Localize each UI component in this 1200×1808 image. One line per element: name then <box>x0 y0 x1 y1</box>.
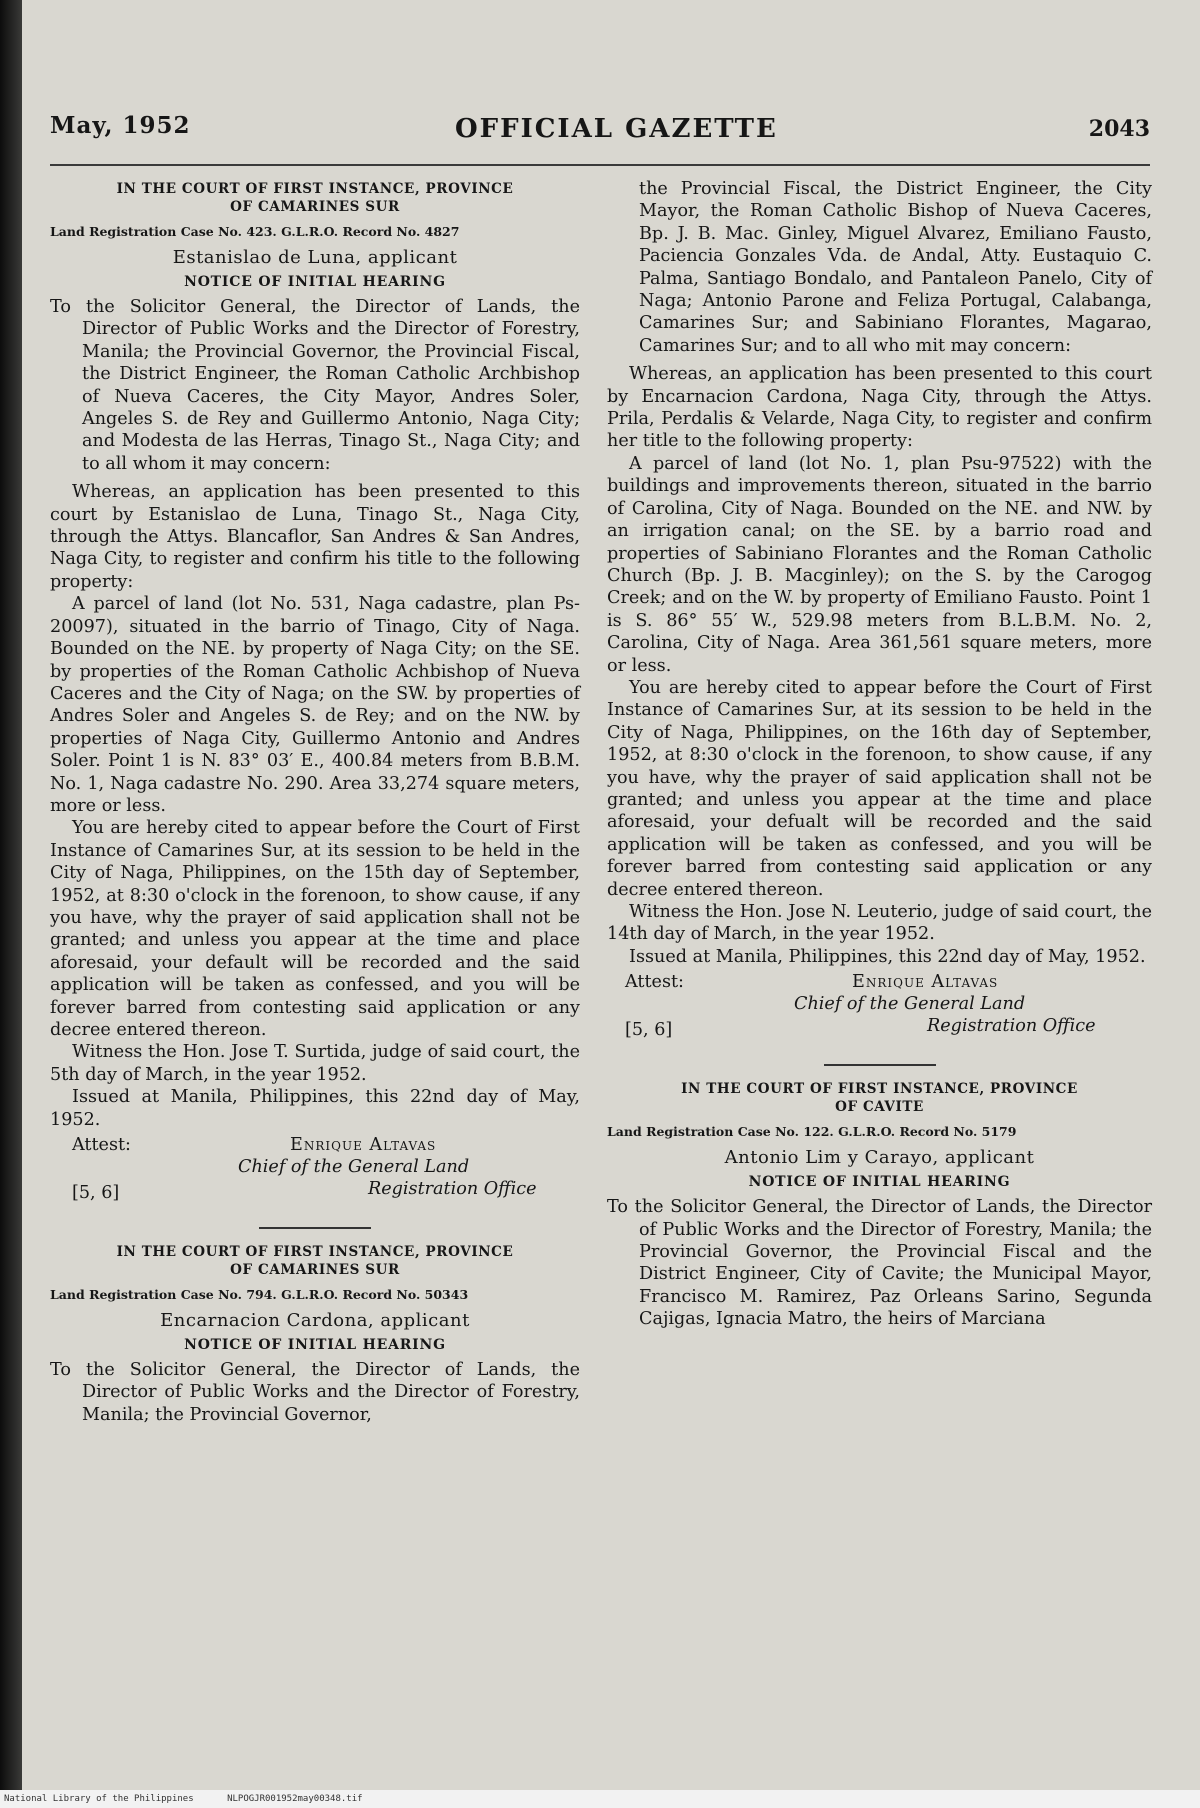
addressees: To the Solicitor General, the Director of Lands, the Director of Public Works and the Director of Forestry, Manila; the Provincial Governor, <box>50 1360 580 1425</box>
notice-encarnacion-cardona-continued <box>607 178 1152 1050</box>
signature-block <box>607 972 1152 1050</box>
court-line-2: OF CAMARINES SUR <box>230 1262 400 1279</box>
notice-title: NOTICE OF INITIAL HEARING <box>184 1337 446 1354</box>
case-number: Land Registration Case No. 122. G.L.R.O. Record No. 5179 <box>607 1124 1017 1140</box>
notice-divider <box>259 1227 371 1229</box>
header-page-number: 2043 <box>1088 116 1150 142</box>
officer-title-line-1: Chief of the General Land <box>794 994 1026 1015</box>
case-number: Land Registration Case No. 423. G.L.R.O. Record No. 4827 <box>50 224 460 239</box>
notice-antonio-lim-y-carayo <box>607 1080 1152 1330</box>
officer-title-line-2: Registration Office <box>368 1179 537 1200</box>
signature-block <box>50 1135 580 1213</box>
applicant-name: Antonio Lim y Carayo, applicant <box>724 1147 1035 1169</box>
applicant-name: Estanislao de Luna, applicant <box>172 247 458 268</box>
addressees: To the Solicitor General, the Director of Lands, the Director of Public Works and the Director of Forestry, Manila; the Provincial Governor, the Provincial Fiscal and the District Engineer, City of Cavite; the Municipal Mayor, Francisco M. Ramirez, Paz Orleans Sarino, Segunda Cajigas, Ignacia Matro, the heirs of Marciana <box>607 1197 1152 1330</box>
scan-gutter <box>0 0 22 1790</box>
library-credit: National Library of the Philippines <box>4 1794 194 1804</box>
applicant-name: Encarnacion Cardona, applicant <box>160 1310 470 1332</box>
court-line-1: IN THE COURT OF FIRST INSTANCE, PROVINCE <box>116 1244 514 1261</box>
right-column <box>607 172 1152 1337</box>
page-header <box>50 112 1150 152</box>
citation-paragraph: You are hereby cited to appear before the Court of First Instance of Camarines Sur, at its session to be held in the City of Naga, Philippines, on the 16th day of September, 1952, at 8:30 o'clock in the forenoon, to show cause, if any you have, why the prayer of said application shall not be granted; and unless you appear at the time and place aforesaid, your defualt will be recorded and the said application will be taken as confessed, and you will be forever barred from contesting said application or any decree entered thereon. <box>607 677 1152 900</box>
court-line-1: IN THE COURT OF FIRST INSTANCE, PROVINCE <box>116 181 514 197</box>
court-heading <box>607 1080 1152 1116</box>
issue-reference: [5, 6] <box>625 1020 673 1041</box>
officer-name: Enrique Altavas <box>290 1135 437 1156</box>
court-line-2: OF CAMARINES SUR <box>230 199 400 215</box>
notice-title: NOTICE OF INITIAL HEARING <box>184 274 446 290</box>
application-paragraph: Whereas, an application has been presented to this court by Encarnacion Cardona, Naga City, through the Attys. Prila, Perdalis & Velarde, Naga City, to register and confirm her title to the following property: <box>607 364 1152 452</box>
issue-reference: [5, 6] <box>72 1183 120 1204</box>
header-date: May, 1952 <box>50 112 191 139</box>
gazette-page <box>22 0 1200 1790</box>
property-paragraph: A parcel of land (lot No. 1, plan Psu-97522) with the buildings and improvements thereon, situated in the barrio of Carolina, City of Naga. Bounded on the NE. and NW. by an irrigation canal; on the SE. by a barrio road and properties of Sabiniano Florantes and the Roman Catholic Church (Bp. J. B. Macginley); on the S. by the Carogog Creek; and on the W. by property of Emiliano Fausto. Point 1 is S. 86° 55′ W., 529.98 meters from B.L.B.M. No. 2, Carolina, City of Naga. Area 361,561 square meters, more or less. <box>607 453 1152 676</box>
officer-title-line-1: Chief of the General Land <box>238 1157 470 1178</box>
issued-paragraph: Issued at Manila, Philippines, this 22nd day of May, 1952. <box>629 946 1146 967</box>
scan-footer <box>0 1790 1200 1808</box>
header-rule <box>50 164 1150 166</box>
case-number: Land Registration Case No. 794. G.L.R.O. Record No. 50343 <box>50 1287 469 1303</box>
court-heading <box>50 180 580 216</box>
header-title: OFFICIAL GAZETTE <box>455 114 778 144</box>
court-line-2: OF CAVITE <box>835 1099 924 1116</box>
attest-label: Attest: <box>72 1135 131 1156</box>
witness-paragraph: Witness the Hon. Jose N. Leuterio, judge of said court, the 14th day of March, in the year 1952. <box>607 902 1152 945</box>
left-column <box>50 172 580 1432</box>
addressees: To the Solicitor General, the Director of Lands, the Director of Public Works and the Director of Forestry, Manila; the Provincial Governor, the Provincial Fiscal, the District Engineer, the Roman Catholic Archbishop of Nueva Caceres, the City Mayor, Andres Soler, Angeles S. de Rey and Guillermo Antonio, Naga City; and Modesta de las Herras, Tinago St., Naga City; and to all whom it may concern: <box>50 297 580 474</box>
addressees-continued: the Provincial Fiscal, the District Engineer, the City Mayor, the Roman Catholic Bishop of Nueva Caceres, Bp. J. B. Mac. Ginley, Miguel Alvarez, Emiliano Fausto, Paciencia Gonzales Vda. de Andal, Atty. Eustaquio C. Palma, Santiago Bondalo, and Pantaleon Panelo, City of Naga; Antonio Parone and Feliza Portugal, Calabanga, Camarines Sur; and Sabiniano Florantes, Magarao, Camarines Sur; and to all who mit may concern: <box>639 179 1152 356</box>
issued-paragraph: Issued at Manila, Philippines, this 22nd day of May, 1952. <box>50 1087 580 1130</box>
notice-estanislao-de-luna <box>50 180 580 1213</box>
witness-paragraph: Witness the Hon. Jose T. Surtida, judge of said court, the 5th day of March, in the year 1952. <box>50 1042 580 1085</box>
property-paragraph: A parcel of land (lot No. 531, Naga cadastre, plan Ps-20097), situated in the barrio of Tinago, City of Naga. Bounded on the NE. by property of Naga City; on the SE. by properties of the Roman Catholic Achbishop of Nueva Caceres and the City of Naga; on the SW. by properties of Andres Soler and Angeles S. de Rey; and on the NW. by properties of Naga City, Guillermo Antonio and Andres Soler. Point 1 is N. 83° 03′ E., 400.84 meters from B.B.M. No. 1, Naga cadastre No. 290. Area 33,274 square meters, more or less. <box>50 594 580 816</box>
officer-name: Enrique Altavas <box>852 972 999 993</box>
scan-filename: NLPOGJR001952may00348.tif <box>227 1794 363 1804</box>
notice-encarnacion-cardona <box>50 1243 580 1426</box>
officer-title-line-2: Registration Office <box>927 1016 1096 1037</box>
citation-paragraph: You are hereby cited to appear before the Court of First Instance of Camarines Sur, at its session to be held in the City of Naga, Philippines, on the 15th day of September, 1952, at 8:30 o'clock in the forenoon, to show cause, if any you have, why the prayer of said application shall not be granted; and unless you appear at the time and place aforesaid, your default will be recorded and the said application will be taken as confessed, and you will be forever barred from contesting said application or any decree entered thereon. <box>50 818 580 1040</box>
application-paragraph: Whereas, an application has been presented to this court by Estanislao de Luna, Tinago St., Naga City, through the Attys. Blancaflor, San Andres & San Andres, Naga City, to register and confirm his title to the following property: <box>50 482 580 592</box>
notice-divider <box>824 1064 936 1066</box>
attest-label: Attest: <box>625 972 684 993</box>
court-line-1: IN THE COURT OF FIRST INSTANCE, PROVINCE <box>681 1081 1078 1098</box>
notice-title: NOTICE OF INITIAL HEARING <box>748 1174 1011 1191</box>
court-heading <box>50 1243 580 1279</box>
